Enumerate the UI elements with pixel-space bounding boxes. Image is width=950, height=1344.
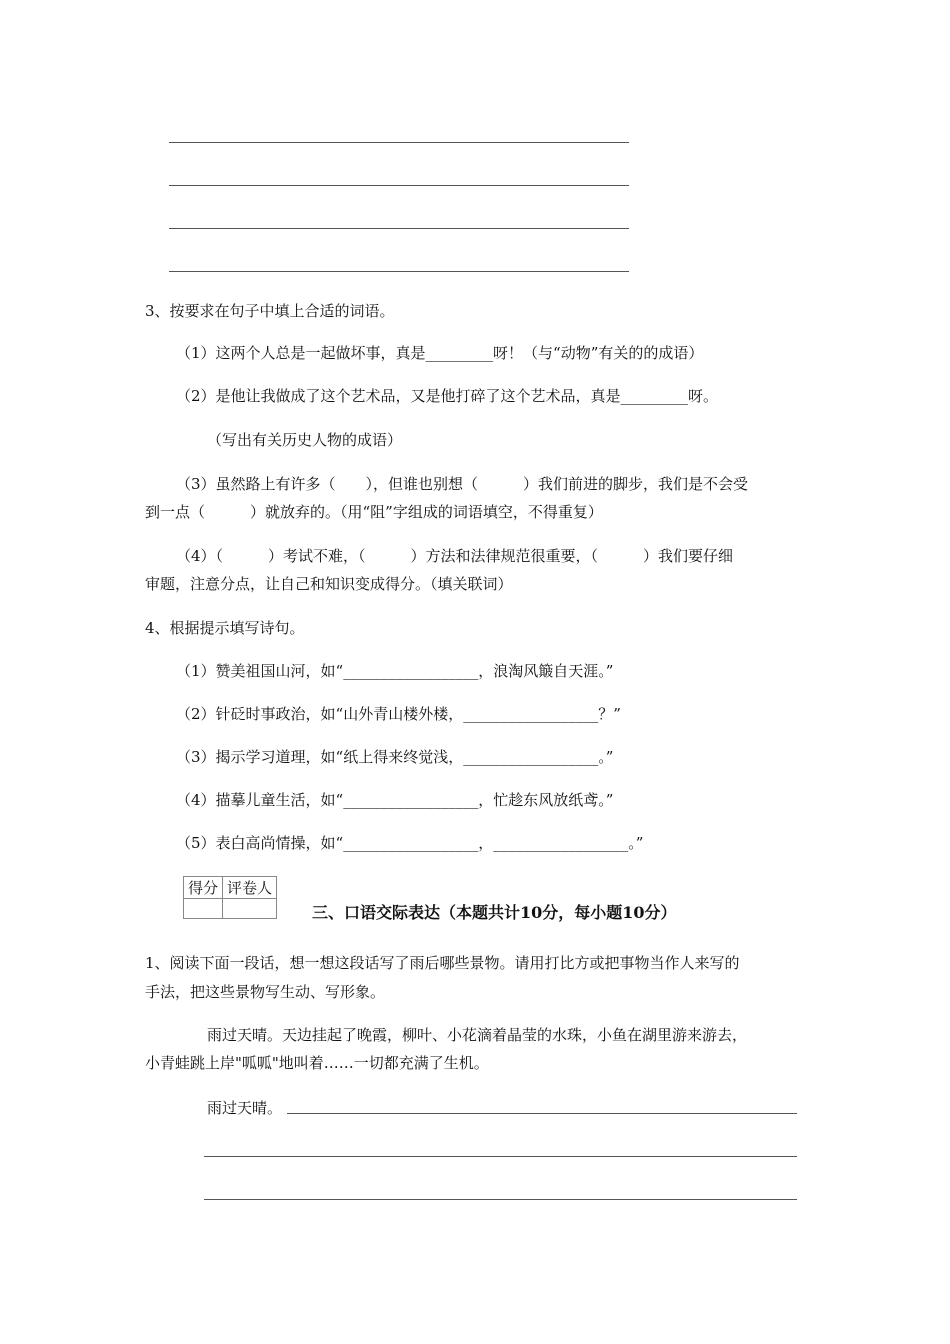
question-3-item-2-note: （写出有关历史人物的成语） [207, 431, 403, 449]
passage-line-2: 小青蛙跳上岸"呱呱"地叫着……一切都充满了生机。 [145, 1054, 489, 1072]
score-header: 得分 [184, 877, 223, 899]
answer-line[interactable] [169, 228, 629, 229]
question-4-item-5: （5）表白高尚情操，如“__________________，__________________。” [176, 834, 644, 852]
question-4-title: 4、根据提示填写诗句。 [145, 619, 305, 637]
answer-line[interactable] [204, 1156, 797, 1157]
answer-line[interactable] [204, 1199, 797, 1200]
answer-line[interactable] [287, 1113, 797, 1114]
grader-cell[interactable] [223, 899, 277, 919]
question-4-item-1: （1）赞美祖国山河，如“__________________，浪淘风簸自天涯。” [176, 662, 614, 680]
question-3-item-4-line-1: （4）（ ）考试不难，（ ）方法和法律规范很重要，（ ）我们要仔细 [176, 547, 734, 565]
answer-line[interactable] [169, 142, 629, 143]
score-table [183, 876, 277, 919]
score-cell[interactable] [184, 899, 223, 919]
question-4-item-4: （4）描摹儿童生活，如“__________________，忙趁东风放纸鸢。” [176, 791, 614, 809]
question-3-item-3-line-2: 到一点（ ）就放弃的。（用“阻”字组成的词语填空，不得重复） [145, 503, 603, 521]
answer-line[interactable] [169, 271, 629, 272]
answer-start: 雨过天晴。 [207, 1099, 283, 1117]
question-3-title: 3、按要求在句子中填上合适的词语。 [145, 302, 395, 320]
section-3-question-1-line-2: 手法，把这些景物写生动、写形象。 [145, 983, 386, 1001]
question-4-item-3: （3）揭示学习道理，如“纸上得来终觉浅，__________________。” [176, 748, 614, 766]
answer-line[interactable] [169, 185, 629, 186]
question-3-item-2: （2）是他让我做成了这个艺术品，又是他打碎了这个艺术品，真是_________呀。 [176, 387, 719, 405]
question-3-item-1: （1）这两个人总是一起做坏事，真是_________呀！（与“动物”有关的的成语） [176, 344, 704, 362]
grader-header: 评卷人 [223, 877, 277, 899]
passage-line-1: 雨过天晴。天边挂起了晚霞，柳叶、小花滴着晶莹的水珠，小鱼在湖里游来游去， [207, 1026, 748, 1044]
question-3-item-3-line-1: （3）虽然路上有许多（ ），但谁也别想（ ）我们前进的脚步，我们是不会受 [176, 475, 749, 493]
section-3-question-1-line-1: 1、阅读下面一段话，想一想这段话写了雨后哪些景物。请用打比方或把事物当作人来写的 [145, 954, 740, 972]
question-3-item-4-line-2: 审题，注意分点，让自己和知识变成得分。（填关联词） [145, 575, 513, 593]
section-3-title: 三、口语交际表达（本题共计10分，每小题10分） [312, 903, 677, 922]
question-4-item-2: （2）针砭时事政治，如“山外青山楼外楼，__________________？” [176, 705, 621, 723]
